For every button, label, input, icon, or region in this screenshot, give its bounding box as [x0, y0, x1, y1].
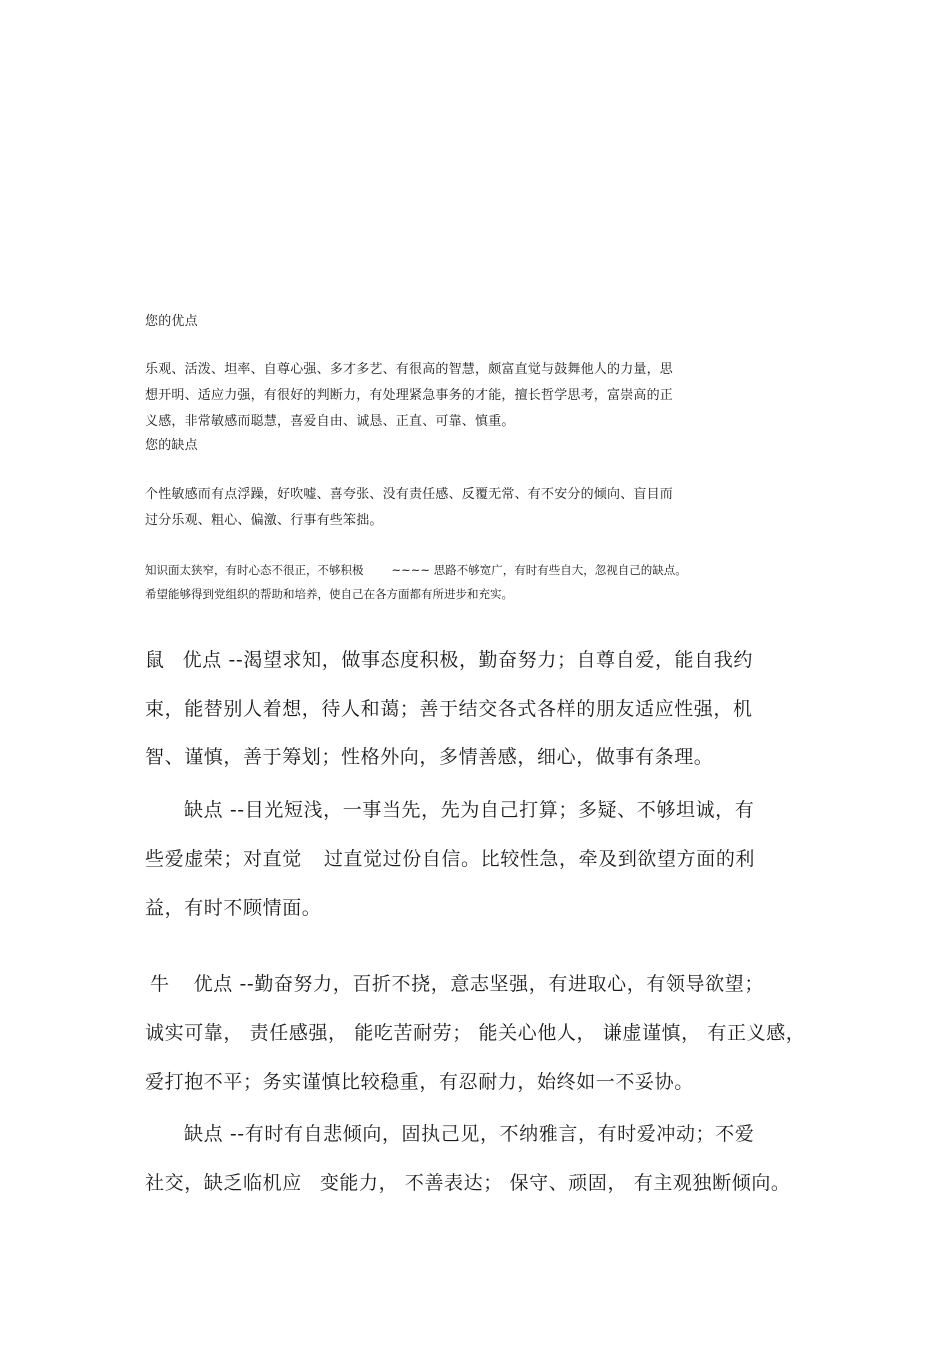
rat-strengths-line-1 [145, 648, 753, 672]
ox-weaknesses-text-2b: 变能力， 不善表达； 保守、顽固， 有主观独断倾向。 [319, 1172, 791, 1194]
rat-weaknesses-text-2b: 过直觉过份自信。比较性急，牵及到欲望方面的利 [323, 848, 756, 870]
weaknesses-line-1: 个性敏感而有点浮躁，好吹嘘、喜夸张、没有责任感、反覆无常、有不安分的倾向、盲目而 [145, 487, 674, 502]
rat-weaknesses-line-2 [145, 847, 755, 871]
ox-weaknesses-text-2a: 社交，缺乏临机应 [145, 1172, 302, 1194]
self-note-part-b: ~~~~ 思路不够宽广，有时有些自大，忽视自己的缺点。 [391, 563, 687, 577]
ox-strengths-line-1 [150, 972, 764, 996]
rat-strengths-line-3: 智、谨慎，善于筹划；性格外向，多情善感，细心，做事有条理。 [145, 746, 714, 768]
ox-weaknesses-line-1: 缺点 --有时有自悲倾向，固执己见，不纳雅言，有时爱冲动；不爱 [184, 1123, 755, 1145]
weaknesses-line-2: 过分乐观、粗心、偏激、行事有些笨拙。 [145, 513, 383, 528]
rat-weaknesses-line-3: 益，有时不顾情面。 [145, 897, 322, 919]
strengths-heading: 您的优点 [145, 314, 198, 329]
strengths-line-2: 想开明、适应力强，有很好的判断力，有处理紧急事务的才能，擅长哲学思考，富崇高的正 [145, 388, 674, 403]
rat-weaknesses-text-2a: 些爱虚荣；对直觉 [145, 848, 302, 870]
ox-animal-label: 牛 [150, 973, 170, 995]
ox-strengths-line-2: 诚实可靠， 责任感强， 能吃苦耐劳； 能关心他人， 谦虚谨慎， 有正义感， [145, 1022, 806, 1044]
weaknesses-heading: 您的缺点 [145, 438, 198, 453]
ox-weaknesses-line-2 [145, 1171, 791, 1195]
rat-weaknesses-line-1: 缺点 --目光短浅，一事当先，先为自己打算；多疑、不够坦诚，有 [184, 799, 755, 821]
self-note-part-a: 知识面太狭窄，有时心态不很正，不够积极 [145, 563, 364, 577]
strengths-line-1: 乐观、活泼、坦率、自尊心强、多才多艺、有很高的智慧，颇富直觉与鼓舞他人的力量，思 [145, 362, 674, 377]
ox-strengths-line-3: 爱打抱不平；务实谨慎比较稳重，有忍耐力，始终如一不妥协。 [145, 1071, 694, 1093]
rat-animal-label: 鼠 [145, 649, 165, 671]
rat-strengths-text-1: 优点 --渴望求知，做事态度积极，勤奋努力；自尊自爱，能自我约 [182, 649, 753, 671]
rat-strengths-line-2: 束，能替别人着想，待人和蔼；善于结交各式各样的朋友适应性强，机 [145, 698, 753, 720]
strengths-line-3: 义感，非常敏感而聪慧，喜爱自由、诚恳、正直、可靠、慎重。 [145, 414, 515, 429]
self-note-line-1 [145, 563, 687, 577]
self-note-line-2: 希望能够得到党组织的帮助和培养，使自己在各方面都有所进步和充实。 [145, 587, 513, 601]
ox-strengths-text-1: 优点 --勤奋努力，百折不挠，意志坚强，有进取心，有领导欲望； [193, 973, 764, 995]
